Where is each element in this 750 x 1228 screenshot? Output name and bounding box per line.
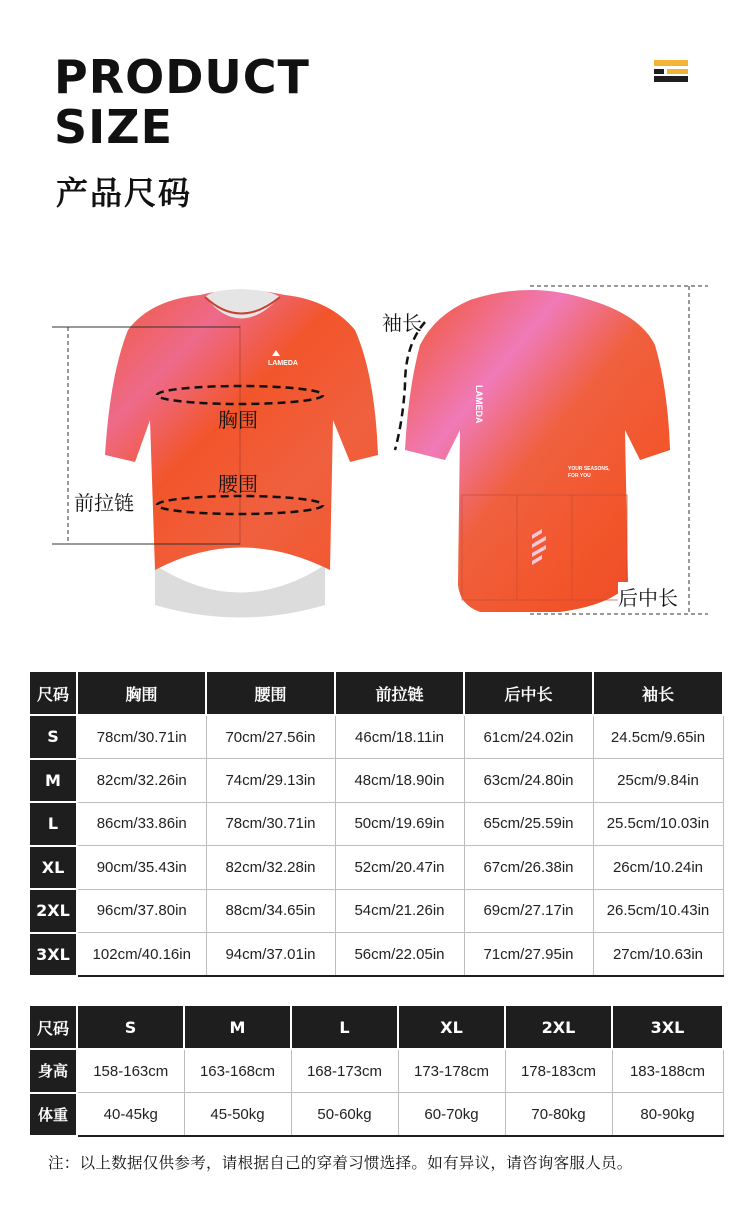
- title-line-2: SIZE: [54, 100, 174, 154]
- table-cell: 50cm/19.69in: [335, 802, 464, 846]
- jersey-diagram: [0, 270, 750, 630]
- size-measurement-table: [28, 670, 724, 977]
- column-header: L: [291, 1005, 398, 1049]
- column-header: 后中长: [464, 671, 593, 715]
- disclaimer-note: 注：以上数据仅供参考，请根据自己的穿着习惯选择。如有异议，请咨询客服人员。: [48, 1154, 633, 1172]
- column-header: 2XL: [505, 1005, 612, 1049]
- column-header: M: [184, 1005, 291, 1049]
- table-cell: 168-173cm: [291, 1049, 398, 1093]
- table-cell: 48cm/18.90in: [335, 759, 464, 803]
- table-cell: 61cm/24.02in: [464, 715, 593, 759]
- back-length-label: 后中长: [618, 582, 678, 611]
- table-cell: 63cm/24.80in: [464, 759, 593, 803]
- column-header: 袖长: [593, 671, 723, 715]
- sleeve-label: 袖长: [382, 311, 422, 335]
- column-header: 尺码: [29, 671, 77, 715]
- column-header: 尺码: [29, 1005, 77, 1049]
- column-header: 前拉链: [335, 671, 464, 715]
- table-cell: 50-60kg: [291, 1093, 398, 1137]
- table-row: [29, 889, 723, 933]
- table-cell: 70-80kg: [505, 1093, 612, 1137]
- table-cell: 54cm/21.26in: [335, 889, 464, 933]
- table-cell: 163-168cm: [184, 1049, 291, 1093]
- table-cell: 178-183cm: [505, 1049, 612, 1093]
- table-cell: 80-90kg: [612, 1093, 723, 1137]
- table-cell: 173-178cm: [398, 1049, 505, 1093]
- brand-logo-icon: [654, 60, 688, 82]
- front-zipper-label: 前拉链: [74, 487, 134, 516]
- table-cell: 25cm/9.84in: [593, 759, 723, 803]
- table-cell: 94cm/37.01in: [206, 933, 335, 977]
- table-row: [29, 802, 723, 846]
- fit-table-header-row: [29, 1005, 723, 1049]
- table-cell: 74cm/29.13in: [206, 759, 335, 803]
- page-subtitle: 产品尺码: [56, 174, 193, 212]
- table-cell: 27cm/10.63in: [593, 933, 723, 977]
- table-row: [29, 933, 723, 977]
- table-cell: 45-50kg: [184, 1093, 291, 1137]
- table-row: [29, 715, 723, 759]
- table-cell: 56cm/22.05in: [335, 933, 464, 977]
- column-header: 3XL: [612, 1005, 723, 1049]
- size-cell: 2XL: [29, 889, 77, 933]
- table-cell: 67cm/26.38in: [464, 846, 593, 890]
- table-cell: 96cm/37.80in: [77, 889, 206, 933]
- table-cell: 82cm/32.26in: [77, 759, 206, 803]
- size-cell: S: [29, 715, 77, 759]
- table-cell: 88cm/34.65in: [206, 889, 335, 933]
- table-row: [29, 846, 723, 890]
- chest-label: 胸围: [218, 408, 258, 432]
- column-header: 胸围: [77, 671, 206, 715]
- front-jersey: [105, 289, 378, 618]
- column-header: 腰围: [206, 671, 335, 715]
- row-header: 身高: [29, 1049, 77, 1093]
- table-cell: 60-70kg: [398, 1093, 505, 1137]
- table-cell: 183-188cm: [612, 1049, 723, 1093]
- table-cell: 40-45kg: [77, 1093, 184, 1137]
- svg-text:LAMEDA: LAMEDA: [268, 360, 298, 367]
- table-cell: 78cm/30.71in: [206, 802, 335, 846]
- table-cell: 102cm/40.16in: [77, 933, 206, 977]
- waist-label: 腰围: [218, 472, 258, 496]
- back-jersey: [405, 290, 670, 612]
- page-title: [54, 52, 310, 152]
- height-weight-table: [28, 1004, 724, 1137]
- title-line-1: PRODUCT: [54, 50, 310, 104]
- table-cell: 46cm/18.11in: [335, 715, 464, 759]
- size-table-header-row: [29, 671, 723, 715]
- table-cell: 69cm/27.17in: [464, 889, 593, 933]
- table-cell: 71cm/27.95in: [464, 933, 593, 977]
- table-row: [29, 1049, 723, 1093]
- column-header: S: [77, 1005, 184, 1049]
- table-cell: 86cm/33.86in: [77, 802, 206, 846]
- svg-text:LAMEDA: LAMEDA: [474, 385, 484, 424]
- size-cell: XL: [29, 846, 77, 890]
- size-cell: M: [29, 759, 77, 803]
- table-cell: 158-163cm: [77, 1049, 184, 1093]
- table-cell: 65cm/25.59in: [464, 802, 593, 846]
- size-cell: 3XL: [29, 933, 77, 977]
- table-cell: 26cm/10.24in: [593, 846, 723, 890]
- table-row: [29, 1093, 723, 1137]
- table-cell: 52cm/20.47in: [335, 846, 464, 890]
- table-cell: 82cm/32.28in: [206, 846, 335, 890]
- svg-text:FOR YOU: FOR YOU: [568, 473, 591, 479]
- table-cell: 90cm/35.43in: [77, 846, 206, 890]
- row-header: 体重: [29, 1093, 77, 1137]
- table-cell: 24.5cm/9.65in: [593, 715, 723, 759]
- table-cell: 25.5cm/10.03in: [593, 802, 723, 846]
- table-cell: 26.5cm/10.43in: [593, 889, 723, 933]
- table-row: [29, 759, 723, 803]
- table-cell: 70cm/27.56in: [206, 715, 335, 759]
- table-cell: 78cm/30.71in: [77, 715, 206, 759]
- size-cell: L: [29, 802, 77, 846]
- svg-text:YOUR SEASONS,: YOUR SEASONS,: [568, 466, 610, 472]
- column-header: XL: [398, 1005, 505, 1049]
